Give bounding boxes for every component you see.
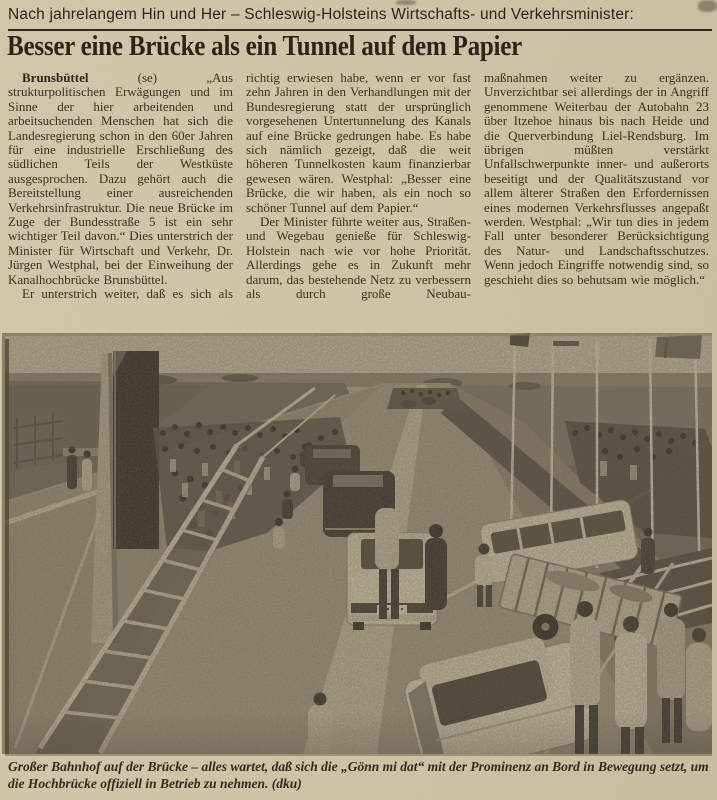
kicker: Nach jahrelangem Hin und Her – Schleswig-Holsteins Wirtschafts- und Verkehrsminister: (8, 6, 712, 31)
scan-smudge (396, 0, 416, 5)
scan-smudge (698, 0, 717, 12)
paragraph-3-continued: maßnahmen weiter zu ergänzen. Unverzichtbar sei allerdings der in Angriff genommene Weiterbau der Autobahn 23 über Itzehoe hinaus bis nach Heide und die Querverbindung Liel-Rendsburg. Im übrigen müßten verstärkt Unfallschwerpunkte inner- und außerorts beseitigt und der Qualitätszustand vor allem älterer Straßen den Erfordernissen eines modernen Verkehrsflusses angepaßt werden. Westphal: „Wir tun dies in jedem Fall unter besonderer Berücksichtigung des Natur- und Landschaftsschutzes. Wenn jedoch Eingriffe notwendig sind, so geschieht dies so behutsam wie möglich.“ (484, 71, 709, 287)
paragraph-3-start: Der Minister führte weiter aus, Straßen- und Wegebau genieße für Schleswig-Holstein nach wie vor hohe Priorität. Allerdings gehe es in Zukunft mehr darum, das bestehende Netz zu verbessern als durch große Neubau- (246, 214, 471, 302)
dateline-credit: (se) (137, 71, 158, 85)
paragraph-2-continued: richtig erwiesen habe, wenn er vor fast zehn Jahren in den Verhandlungen mit der Bundesregierung statt der ursprünglich vorgesehenen Untertunnelung des Kanals auf eine Brücke gedrungen habe. Es habe sich nämlich gezeigt, daß die weit höheren Tunnelkosten kaum finanzierbar gewesen wären. Westphal: „Besser eine Brücke, die wir haben, als ein noch so schöner Tunnel auf dem Papier.“ (246, 71, 471, 215)
dateline-location: Brunsbüttel (22, 71, 89, 85)
photo-bridge-inauguration (5, 333, 712, 754)
photo-caption-credit: (dku) (271, 775, 302, 791)
photo-caption-text: Großer Bahnhof auf der Brücke – alles wartet, daß sich die „Gönn mi dat“ mit der Prominenz an Bord in Bewegung setzt, um die Hochbrücke offiziell in Betrieb zu nehmen. (8, 759, 709, 791)
article-column-2 (246, 71, 471, 329)
paragraph-2-start: Er unterstrich weiter, daß es sich als (22, 286, 233, 302)
headline: Besser eine Brücke als ein Tunnel auf dem Papier (7, 31, 522, 62)
photo-caption (8, 759, 711, 792)
paragraph-1-text: „Aus strukturpolitischen Erwägungen und im Sinne der hier arbeitenden und arbeitsuchenden Menschen hat sich die Landesregierung schon in den 60er Jahren für eine industrielle Erschließung des südlichen Teils der Westküste ausgesprochen. Dazu gehört auch die Bereitstellung einer ausreichenden Verkehrsinfrastruktur. Die neue Brücke im Zuge der Bundesstraße 5 ist ein sehr wichtiger Teil davon.“ Dies unterstrich der Minister für Wirtschaft und Verkehr, Dr. Jürgen Westphal, bei der Einweihung der Kanalhochbrücke Brunsbüttel. (8, 71, 233, 287)
article-column-1 (8, 71, 233, 329)
article-column-3 (484, 71, 709, 329)
article-body (8, 71, 709, 329)
photo-illustration (5, 333, 712, 754)
paragraph-1 (8, 71, 233, 287)
